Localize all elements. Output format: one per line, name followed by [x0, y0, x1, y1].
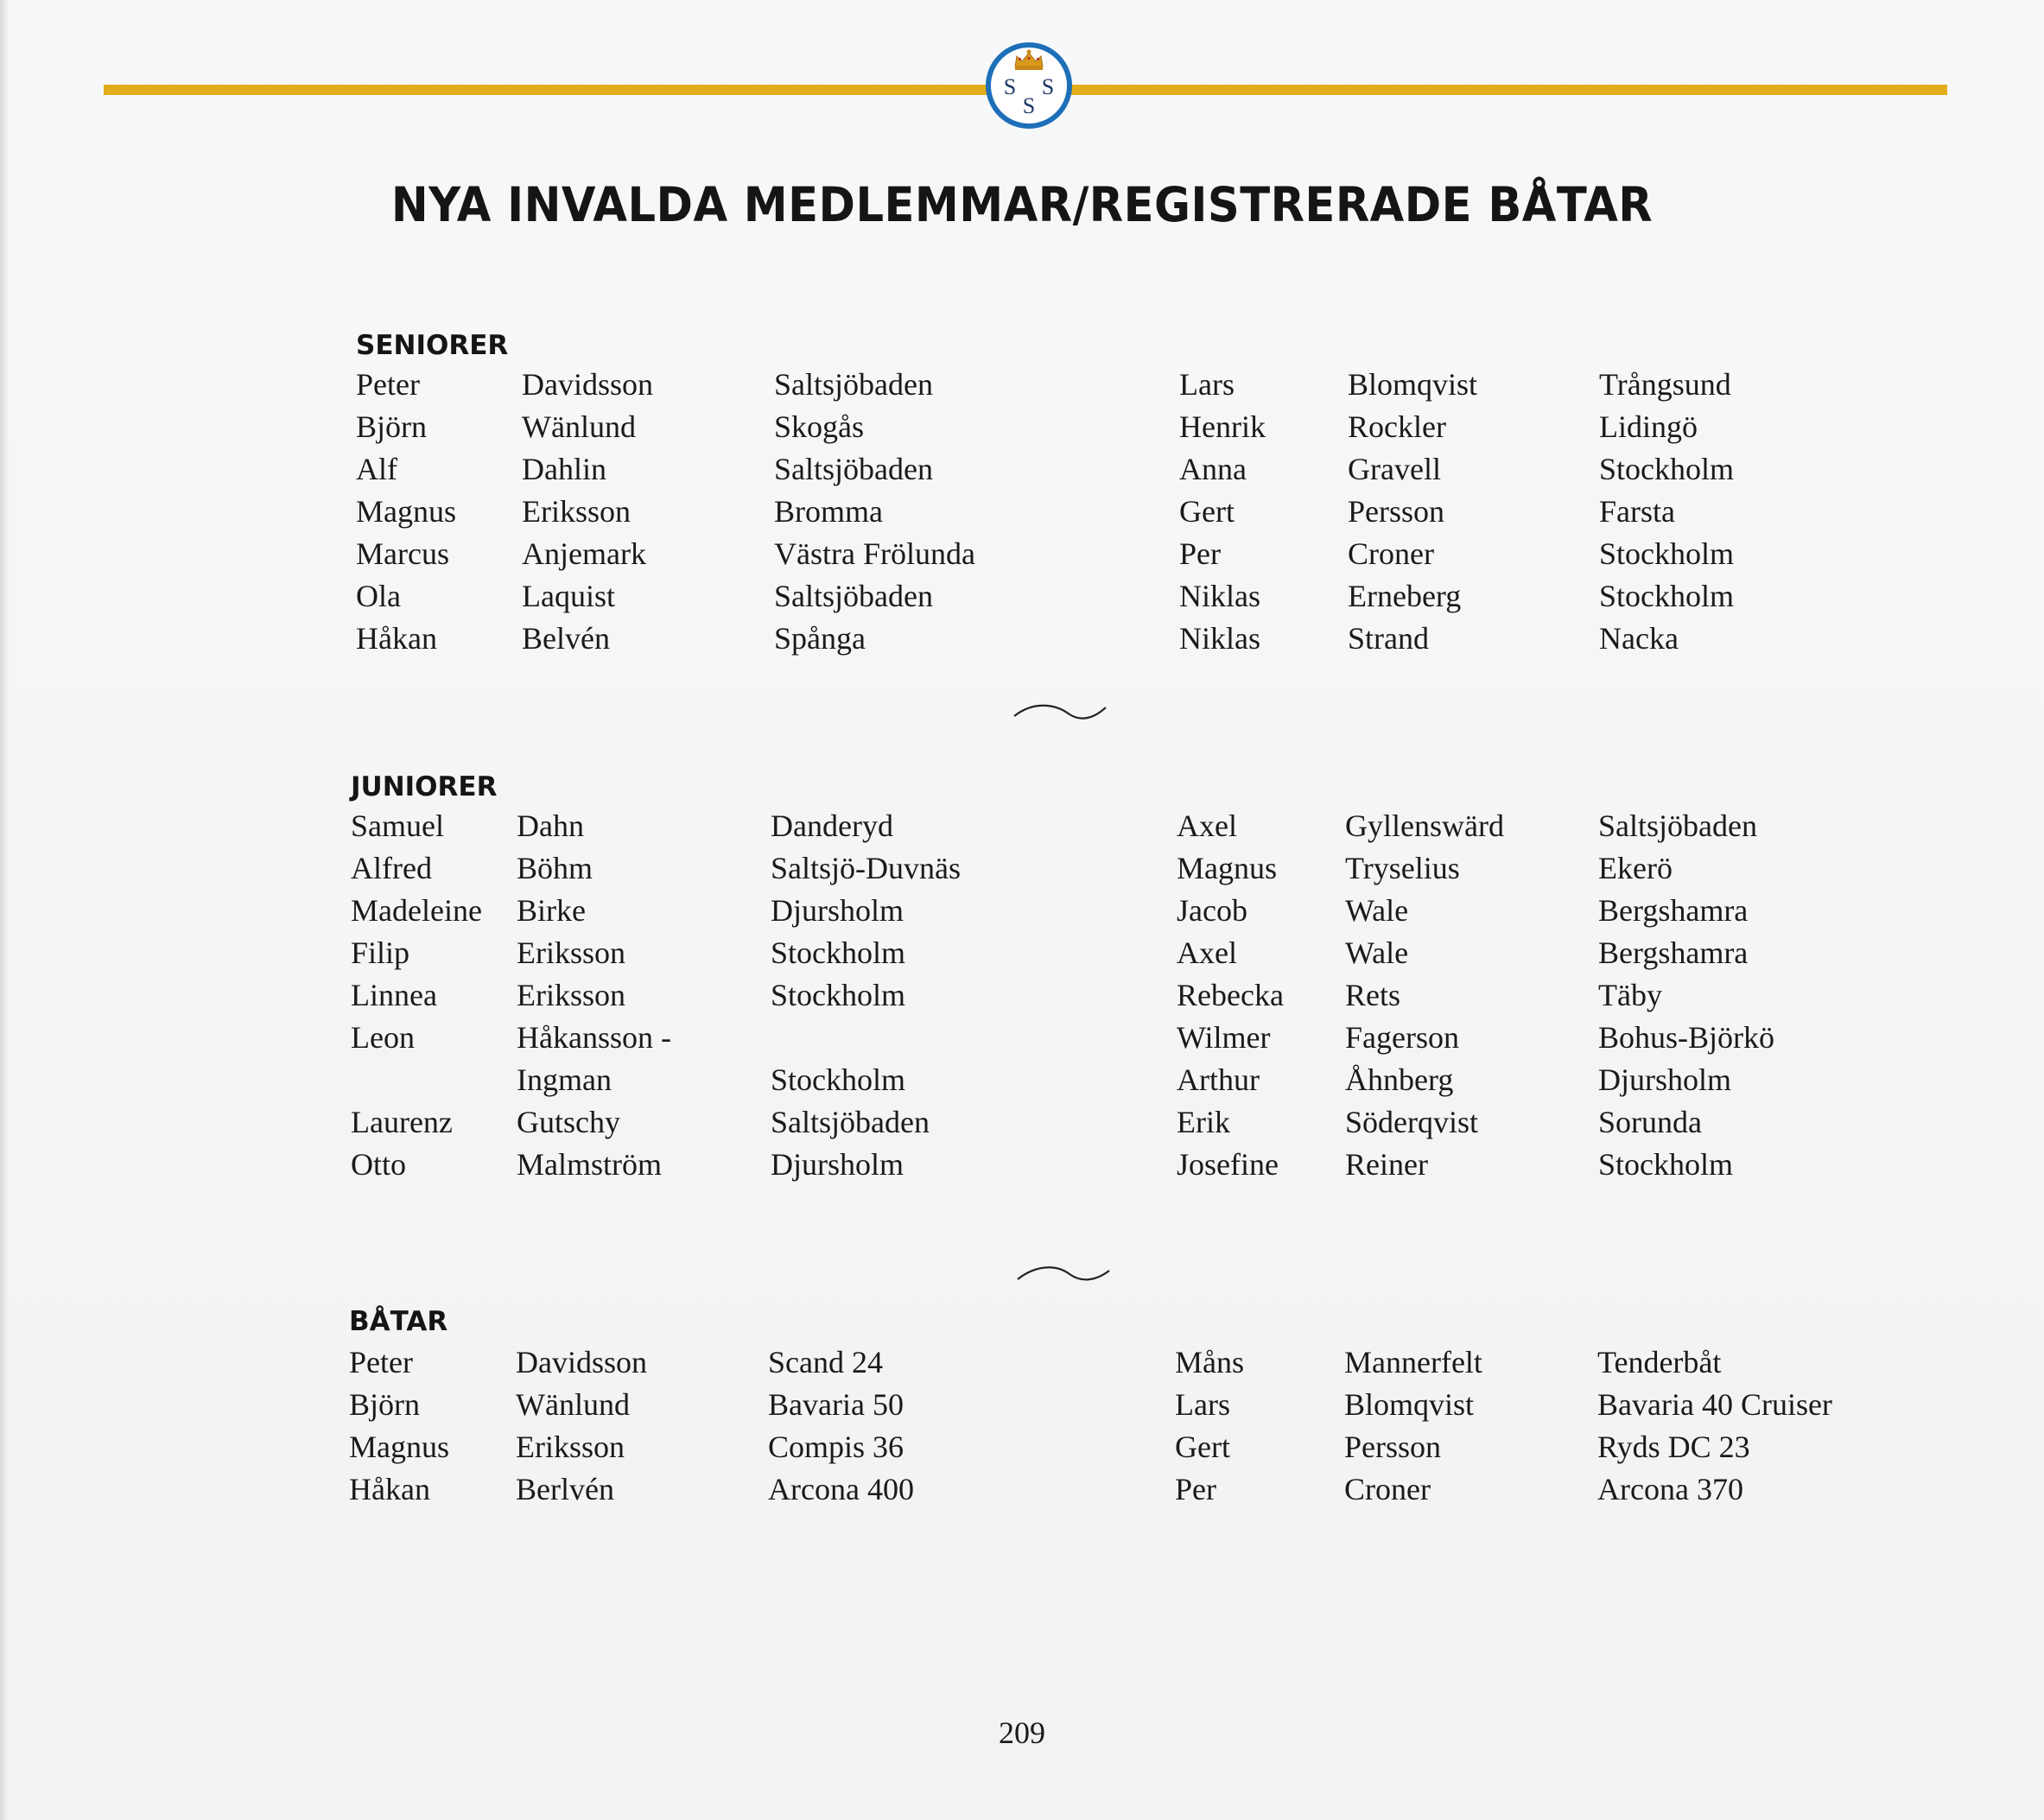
juniorer-last-name: Eriksson: [517, 935, 625, 970]
juniorer-place: Bohus-Björkö: [1598, 1020, 1775, 1055]
seniorer-last-name: Erneberg: [1348, 579, 1462, 613]
page-title: NYA INVALDA MEDLEMMAR/REGISTRERADE BÅTAR: [390, 177, 1654, 232]
juniorer-last-name: Gutschy: [517, 1105, 620, 1139]
seniorer-first-name: Ola: [356, 579, 401, 613]
batar-first-name: Magnus: [349, 1430, 449, 1464]
juniorer-place: Ekerö: [1598, 851, 1673, 885]
batar-first-name: Gert: [1175, 1430, 1230, 1464]
seniorer-first-name: Marcus: [356, 536, 449, 571]
juniorer-first-name: Madeleine: [351, 893, 482, 928]
seniorer-last-name: Croner: [1348, 536, 1434, 571]
seniorer-first-name: Gert: [1179, 494, 1235, 529]
seniorer-place: Trångsund: [1599, 367, 1731, 402]
seniorer-last-name: Strand: [1348, 621, 1429, 656]
juniorer-last-name: Reiner: [1345, 1147, 1428, 1182]
juniorer-last-name: Fagerson: [1345, 1020, 1459, 1055]
juniorer-last-name: Åhnberg: [1345, 1062, 1454, 1097]
section-heading-batar: BÅTAR: [349, 1306, 448, 1337]
juniorer-last-name: Håkansson -: [517, 1020, 671, 1055]
seniorer-place: Spånga: [774, 621, 866, 656]
juniorer-place: Djursholm: [1598, 1062, 1732, 1097]
batar-last-name: Berlvén: [516, 1472, 614, 1506]
batar-first-name: Måns: [1175, 1345, 1244, 1379]
juniorer-first-name: Arthur: [1177, 1062, 1260, 1097]
juniorer-first-name: Josefine: [1177, 1147, 1279, 1182]
seniorer-place: Västra Frölunda: [774, 536, 975, 571]
juniorer-first-name: Magnus: [1177, 851, 1277, 885]
juniorer-place: Stockholm: [771, 978, 906, 1012]
swash-divider-icon: [1012, 695, 1108, 730]
juniorer-last-name: Ingman: [517, 1062, 612, 1097]
seniorer-last-name: Persson: [1348, 494, 1445, 529]
juniorer-last-name: Birke: [517, 893, 586, 928]
juniorer-first-name: Wilmer: [1177, 1020, 1271, 1055]
seniorer-last-name: Eriksson: [522, 494, 631, 529]
header-rule-left: [104, 85, 988, 95]
juniorer-last-name: Gyllenswärd: [1345, 809, 1504, 843]
juniorer-place: Bergshamra: [1598, 935, 1749, 970]
batar-last-name: Wänlund: [516, 1387, 630, 1422]
juniorer-first-name: Leon: [351, 1020, 415, 1055]
seniorer-first-name: Anna: [1179, 452, 1247, 486]
page-edge-shadow: [0, 0, 9, 1820]
juniorer-place: Stockholm: [1598, 1147, 1734, 1182]
seniorer-first-name: Håkan: [356, 621, 437, 656]
juniorer-first-name: Laurenz: [351, 1105, 453, 1139]
seniorer-first-name: Niklas: [1179, 579, 1260, 613]
batar-last-name: Davidsson: [516, 1345, 647, 1379]
juniorer-first-name: Axel: [1177, 935, 1237, 970]
juniorer-last-name: Böhm: [517, 851, 594, 885]
juniorer-first-name: Linnea: [351, 978, 437, 1012]
section-heading-seniorer: SENIORER: [356, 330, 509, 361]
seniorer-last-name: Rockler: [1348, 409, 1446, 444]
juniorer-place: Djursholm: [771, 1147, 905, 1182]
batar-place: Ryds DC 23: [1597, 1430, 1750, 1464]
batar-last-name: Croner: [1344, 1472, 1431, 1506]
header-rule-right: [1069, 85, 1947, 95]
juniorer-last-name: Wale: [1345, 935, 1409, 970]
juniorer-last-name: Dahn: [517, 809, 584, 843]
seniorer-first-name: Magnus: [356, 494, 456, 529]
seniorer-place: Stockholm: [1599, 452, 1735, 486]
seniorer-last-name: Dahlin: [522, 452, 606, 486]
seniorer-place: Skogås: [774, 409, 865, 444]
seniorer-place: Saltsjöbaden: [774, 452, 933, 486]
seniorer-last-name: Wänlund: [522, 409, 636, 444]
batar-first-name: Björn: [349, 1387, 421, 1422]
seniorer-first-name: Henrik: [1179, 409, 1266, 444]
juniorer-last-name: Malmström: [517, 1147, 662, 1182]
seniorer-last-name: Davidsson: [522, 367, 653, 402]
batar-last-name: Eriksson: [516, 1430, 625, 1464]
seniorer-last-name: Belvén: [522, 621, 610, 656]
juniorer-last-name: Eriksson: [517, 978, 625, 1012]
juniorer-last-name: Tryselius: [1345, 851, 1460, 885]
juniorer-place: Stockholm: [771, 1062, 906, 1097]
juniorer-place: Bergshamra: [1598, 893, 1749, 928]
batar-place: Arcona 400: [768, 1472, 914, 1506]
juniorer-first-name: Erik: [1177, 1105, 1230, 1139]
juniorer-place: Stockholm: [771, 935, 906, 970]
svg-text:S: S: [1041, 74, 1055, 99]
juniorer-last-name: Söderqvist: [1345, 1105, 1479, 1139]
batar-first-name: Lars: [1175, 1387, 1230, 1422]
batar-first-name: Peter: [349, 1345, 413, 1379]
batar-place: Arcona 370: [1597, 1472, 1743, 1506]
seniorer-first-name: Peter: [356, 367, 420, 402]
juniorer-last-name: Rets: [1345, 978, 1401, 1012]
juniorer-place: Saltsjö-Duvnäs: [771, 851, 961, 885]
juniorer-first-name: Otto: [351, 1147, 407, 1182]
batar-place: Compis 36: [768, 1430, 905, 1464]
batar-first-name: Håkan: [349, 1472, 430, 1506]
juniorer-place: Saltsjöbaden: [771, 1105, 930, 1139]
batar-place: Scand 24: [768, 1345, 883, 1379]
batar-place: Bavaria 50: [768, 1387, 904, 1422]
seniorer-last-name: Laquist: [522, 579, 615, 613]
seniorer-place: Lidingö: [1599, 409, 1698, 444]
seniorer-last-name: Gravell: [1348, 452, 1441, 486]
seniorer-first-name: Alf: [356, 452, 397, 486]
juniorer-first-name: Axel: [1177, 809, 1237, 843]
batar-last-name: Blomqvist: [1344, 1387, 1475, 1422]
sss-emblem-icon: [984, 41, 1074, 130]
batar-place: Bavaria 40 Cruiser: [1597, 1387, 1832, 1422]
seniorer-first-name: Lars: [1179, 367, 1235, 402]
batar-first-name: Per: [1175, 1472, 1216, 1506]
svg-text:S: S: [1022, 93, 1036, 118]
section-heading-juniorer: JUNIORER: [351, 771, 498, 802]
page-number: 209: [999, 1715, 1045, 1750]
seniorer-first-name: Per: [1179, 536, 1221, 571]
seniorer-first-name: Björn: [356, 409, 428, 444]
seniorer-place: Nacka: [1599, 621, 1679, 656]
seniorer-last-name: Anjemark: [522, 536, 646, 571]
juniorer-place: Sorunda: [1598, 1105, 1702, 1139]
batar-place: Tenderbåt: [1597, 1345, 1722, 1379]
juniorer-first-name: Rebecka: [1177, 978, 1284, 1012]
seniorer-last-name: Blomqvist: [1348, 367, 1478, 402]
batar-last-name: Mannerfelt: [1344, 1345, 1482, 1379]
juniorer-first-name: Jacob: [1177, 893, 1247, 928]
swash-divider-icon: [1016, 1257, 1111, 1291]
seniorer-first-name: Niklas: [1179, 621, 1260, 656]
juniorer-place: Täby: [1598, 978, 1662, 1012]
seniorer-place: Bromma: [774, 494, 883, 529]
juniorer-last-name: Wale: [1345, 893, 1409, 928]
seniorer-place: Stockholm: [1599, 579, 1735, 613]
seniorer-place: Saltsjöbaden: [774, 579, 933, 613]
juniorer-place: Saltsjöbaden: [1598, 809, 1757, 843]
juniorer-place: Danderyd: [771, 809, 893, 843]
juniorer-first-name: Alfred: [351, 851, 432, 885]
seniorer-place: Stockholm: [1599, 536, 1735, 571]
svg-text:S: S: [1003, 74, 1017, 99]
juniorer-place: Djursholm: [771, 893, 905, 928]
seniorer-place: Saltsjöbaden: [774, 367, 933, 402]
batar-last-name: Persson: [1344, 1430, 1442, 1464]
juniorer-first-name: Samuel: [351, 809, 444, 843]
seniorer-place: Farsta: [1599, 494, 1675, 529]
juniorer-first-name: Filip: [351, 935, 410, 970]
